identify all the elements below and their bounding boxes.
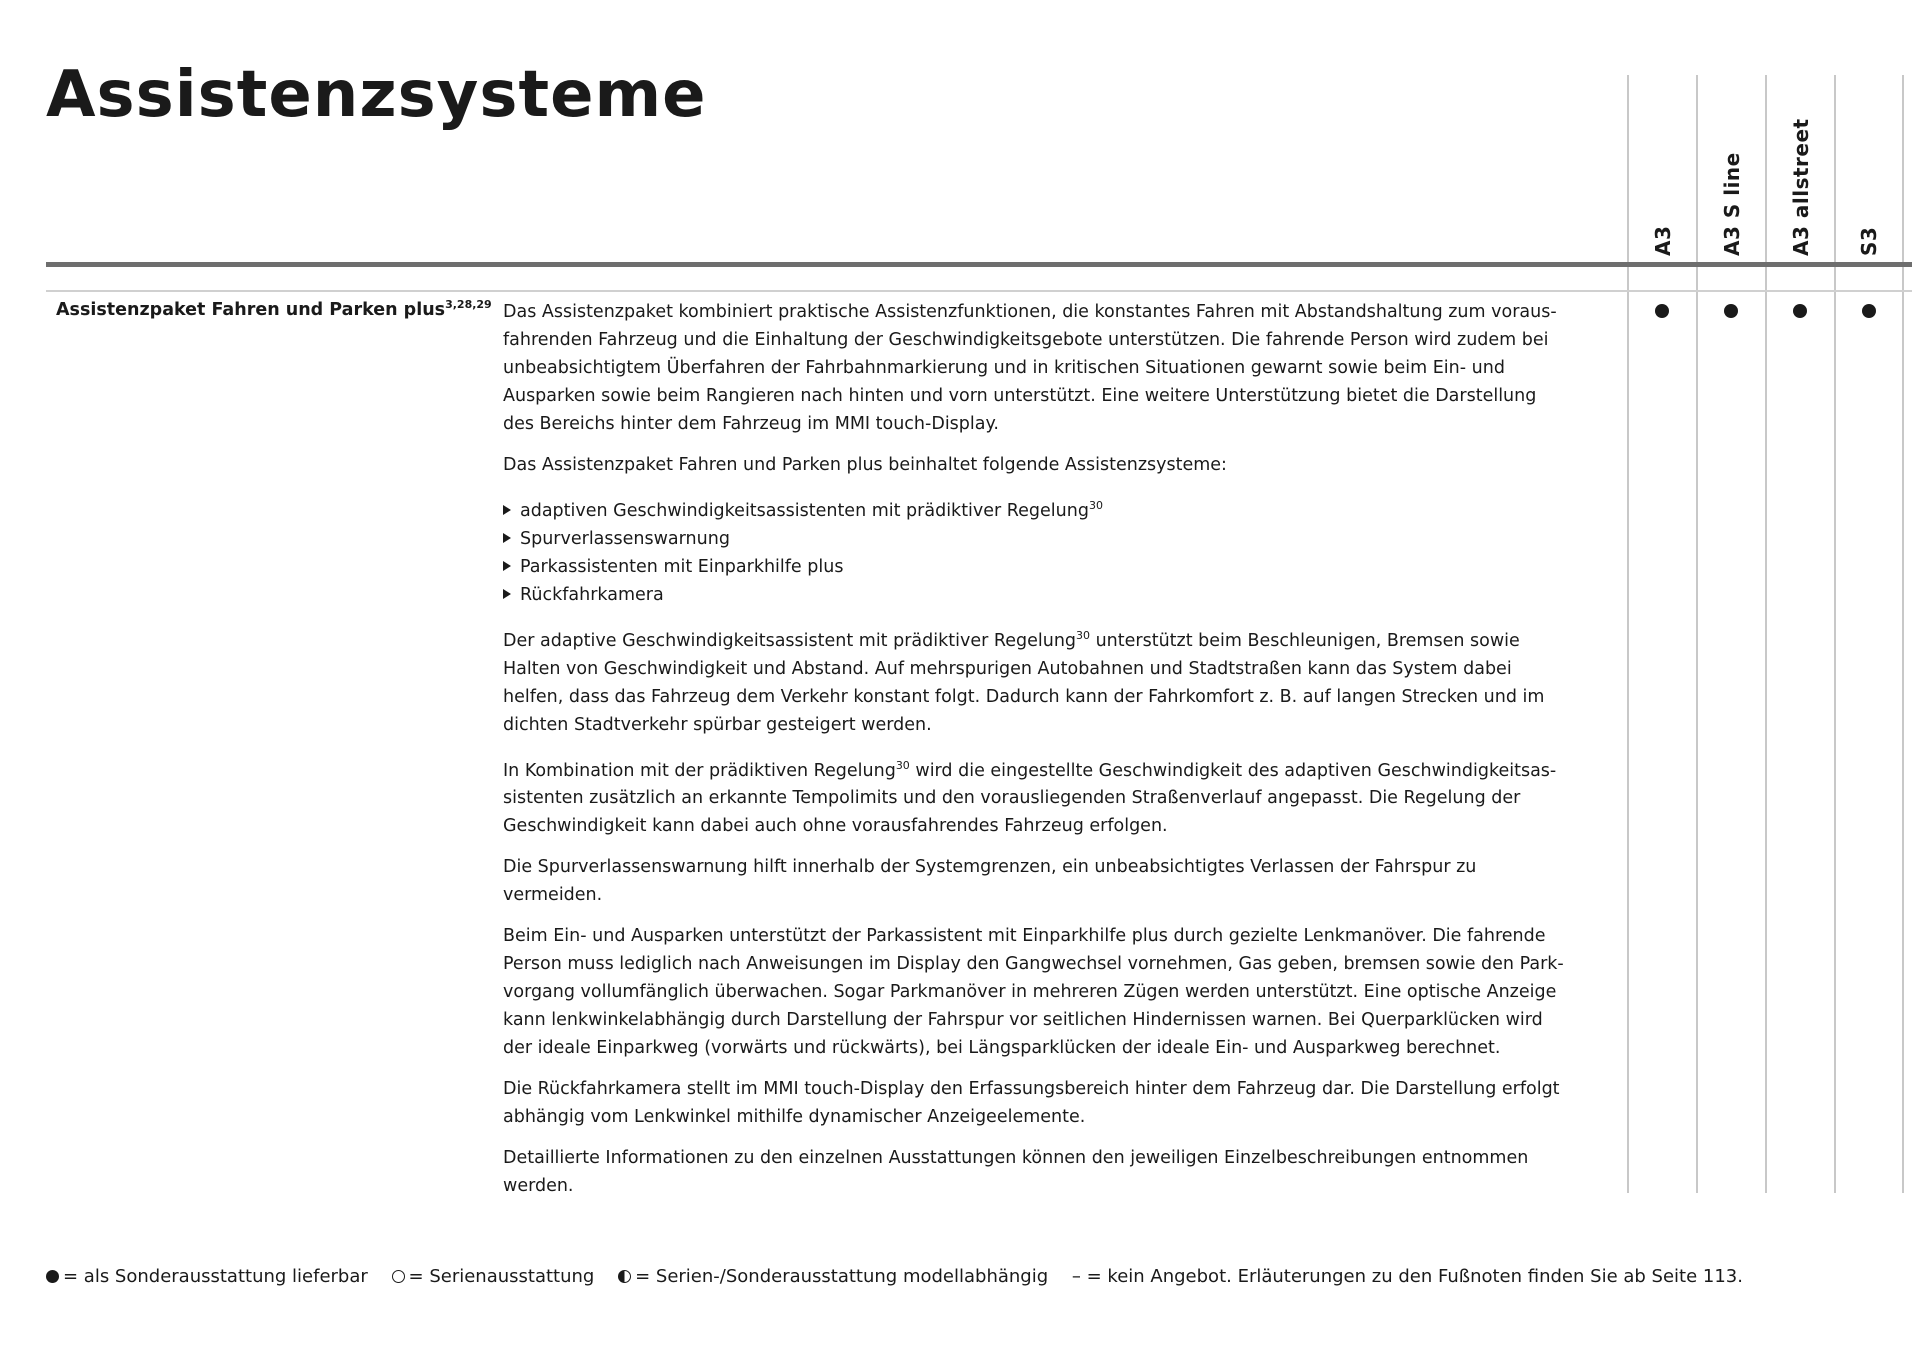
feature-description bbox=[503, 298, 1623, 1213]
row-rule bbox=[46, 290, 1912, 292]
intro-paragraph: Das Assistenzpaket kombiniert praktische Assistenzfunktionen, die konstantes Fahren mit Abstandshaltung zum voraus- fahrenden Fahrzeug und die Einhaltung der Geschwindigkeitsgebote unterstützen. Die fahrende Person wird zudem bei unbeabsichtigtem Überfahren der Fahrbahnmarkierung und in kritischen Situationen gewarnt sowie beim Ein- und Ausparken sowie beim Rangieren nach hinten und vorn unterstützt. Eine weitere Unterstützung bietet die Darstellung des Bereichs hinter dem Fahrzeug im MMI touch-Display. bbox=[503, 302, 1557, 434]
column-header-a3-s-line: A3 S line bbox=[1720, 152, 1744, 256]
bullet-triangle-icon bbox=[503, 533, 511, 543]
filled-circle-icon bbox=[46, 1270, 59, 1283]
bullet-triangle-icon bbox=[503, 505, 511, 515]
acc-paragraph: Der adaptive Geschwindigkeitsassistent mit prädiktiver Regelung$^{30}$ unterstützt beim Beschleunigen, Bremsen sowie Halten von Geschwindigkeit und Abstand. Auf mehrspurigen Autobahnen und Stadtstraßen kann das System dabei helfen, dass das Fahrzeug dem Verkehr konstant folgt. Dadurch kann der Fahrkomfort z. B. auf langen Strecken und im dichten Stadtverkehr spürbar gesteigert werden. bbox=[503, 628, 1545, 735]
optional-dot-a3-s-line bbox=[1724, 304, 1738, 318]
optional-dot-a3-allstreet bbox=[1793, 304, 1807, 318]
feature-label: Assistenzpaket Fahren und Parken plus$^{3,28,29}$ bbox=[56, 298, 492, 320]
column-header-s3: S3 bbox=[1857, 226, 1881, 256]
list-item: Rückfahrkamera bbox=[503, 581, 1623, 609]
park-paragraph: Beim Ein- und Ausparken unterstützt der Parkassistent mit Einparkhilfe plus durch gezielte Lenkmanöver. Die fahrende Person muss lediglich nach Anweisungen im Display den Gangwechsel vornehmen, Gas geben, bremsen sowie den Park- vorgang vollumfänglich überwachen. Sogar Parkmanöver in mehreren Zügen werden unterstützt. Eine optische Anzeige kann lenkwinkelabhängig durch Darstellung der Fahrspur vor seitlichen Hindernissen warnen. Bei Querparklücken wird der ideale Einparkweg (vorwärts und rückwärts), bei Längsparklücken der ideale Ein- und Ausparkweg berechnet. bbox=[503, 926, 1564, 1059]
header-rule bbox=[46, 262, 1912, 267]
empty-circle-icon bbox=[392, 1270, 405, 1283]
optional-dot-a3 bbox=[1655, 304, 1669, 318]
lane-paragraph: Die Spurverlassenswarnung hilft innerhalb der Systemgrenzen, ein unbeabsichtigtes Verlassen der Fahrspur zu vermeiden. bbox=[503, 857, 1477, 906]
list-item: adaptiven Geschwindigkeitsassistenten mit prädiktiver Regelung$^{30}$ bbox=[503, 492, 1623, 525]
optional-dot-s3 bbox=[1862, 304, 1876, 318]
bullet-triangle-icon bbox=[503, 561, 511, 571]
page-title: Assistenzsysteme bbox=[46, 58, 707, 132]
half-circle-icon bbox=[618, 1270, 631, 1283]
predictive-paragraph: In Kombination mit der prädiktiven Regelung$^{30}$ wird die eingestellte Geschwindigkeit des adaptiven Geschwindigkeitsas- sistenten zusätzlich an erkannte Tempolimits und den vorausliegenden Straßenverlauf angepasst. Die Regelung der Geschwindigkeit kann dabei auch ohne vorausfahrendes Fahrzeug erfolgen. bbox=[503, 758, 1557, 837]
detail-paragraph: Detaillierte Informationen zu den einzelnen Ausstattungen können den jeweiligen Einzelbeschreibungen entnommen werden. bbox=[503, 1148, 1529, 1197]
column-header-a3: A3 bbox=[1651, 225, 1675, 256]
footnote-refs: 3,28,29 bbox=[445, 298, 492, 311]
list-item: Spurverlassenswarnung bbox=[503, 525, 1623, 553]
legend-optional: = als Sonderausstattung lieferbar bbox=[46, 1266, 368, 1287]
feature-list bbox=[503, 492, 1623, 609]
bullet-triangle-icon bbox=[503, 589, 511, 599]
legend-none: – = kein Angebot. Erläuterungen zu den Fußnoten finden Sie ab Seite 113. bbox=[1071, 1266, 1743, 1287]
camera-paragraph: Die Rückfahrkamera stellt im MMI touch-Display den Erfassungsbereich hinter dem Fahrzeug dar. Die Darstellung erfolgt abhängig vom Lenkwinkel mithilfe dynamischer Anzeigeelemente. bbox=[503, 1079, 1560, 1128]
column-header-a3-allstreet: A3 allstreet bbox=[1789, 118, 1813, 256]
legend-standard: = Serienausstattung bbox=[392, 1266, 595, 1287]
list-intro: Das Assistenzpaket Fahren und Parken plus beinhaltet folgende Assistenzsysteme: bbox=[503, 455, 1227, 475]
legend bbox=[46, 1266, 1761, 1287]
legend-model-dependent: = Serien-/Sonderausstattung modellabhängig bbox=[618, 1266, 1048, 1287]
list-item: Parkassistenten mit Einparkhilfe plus bbox=[503, 553, 1623, 581]
